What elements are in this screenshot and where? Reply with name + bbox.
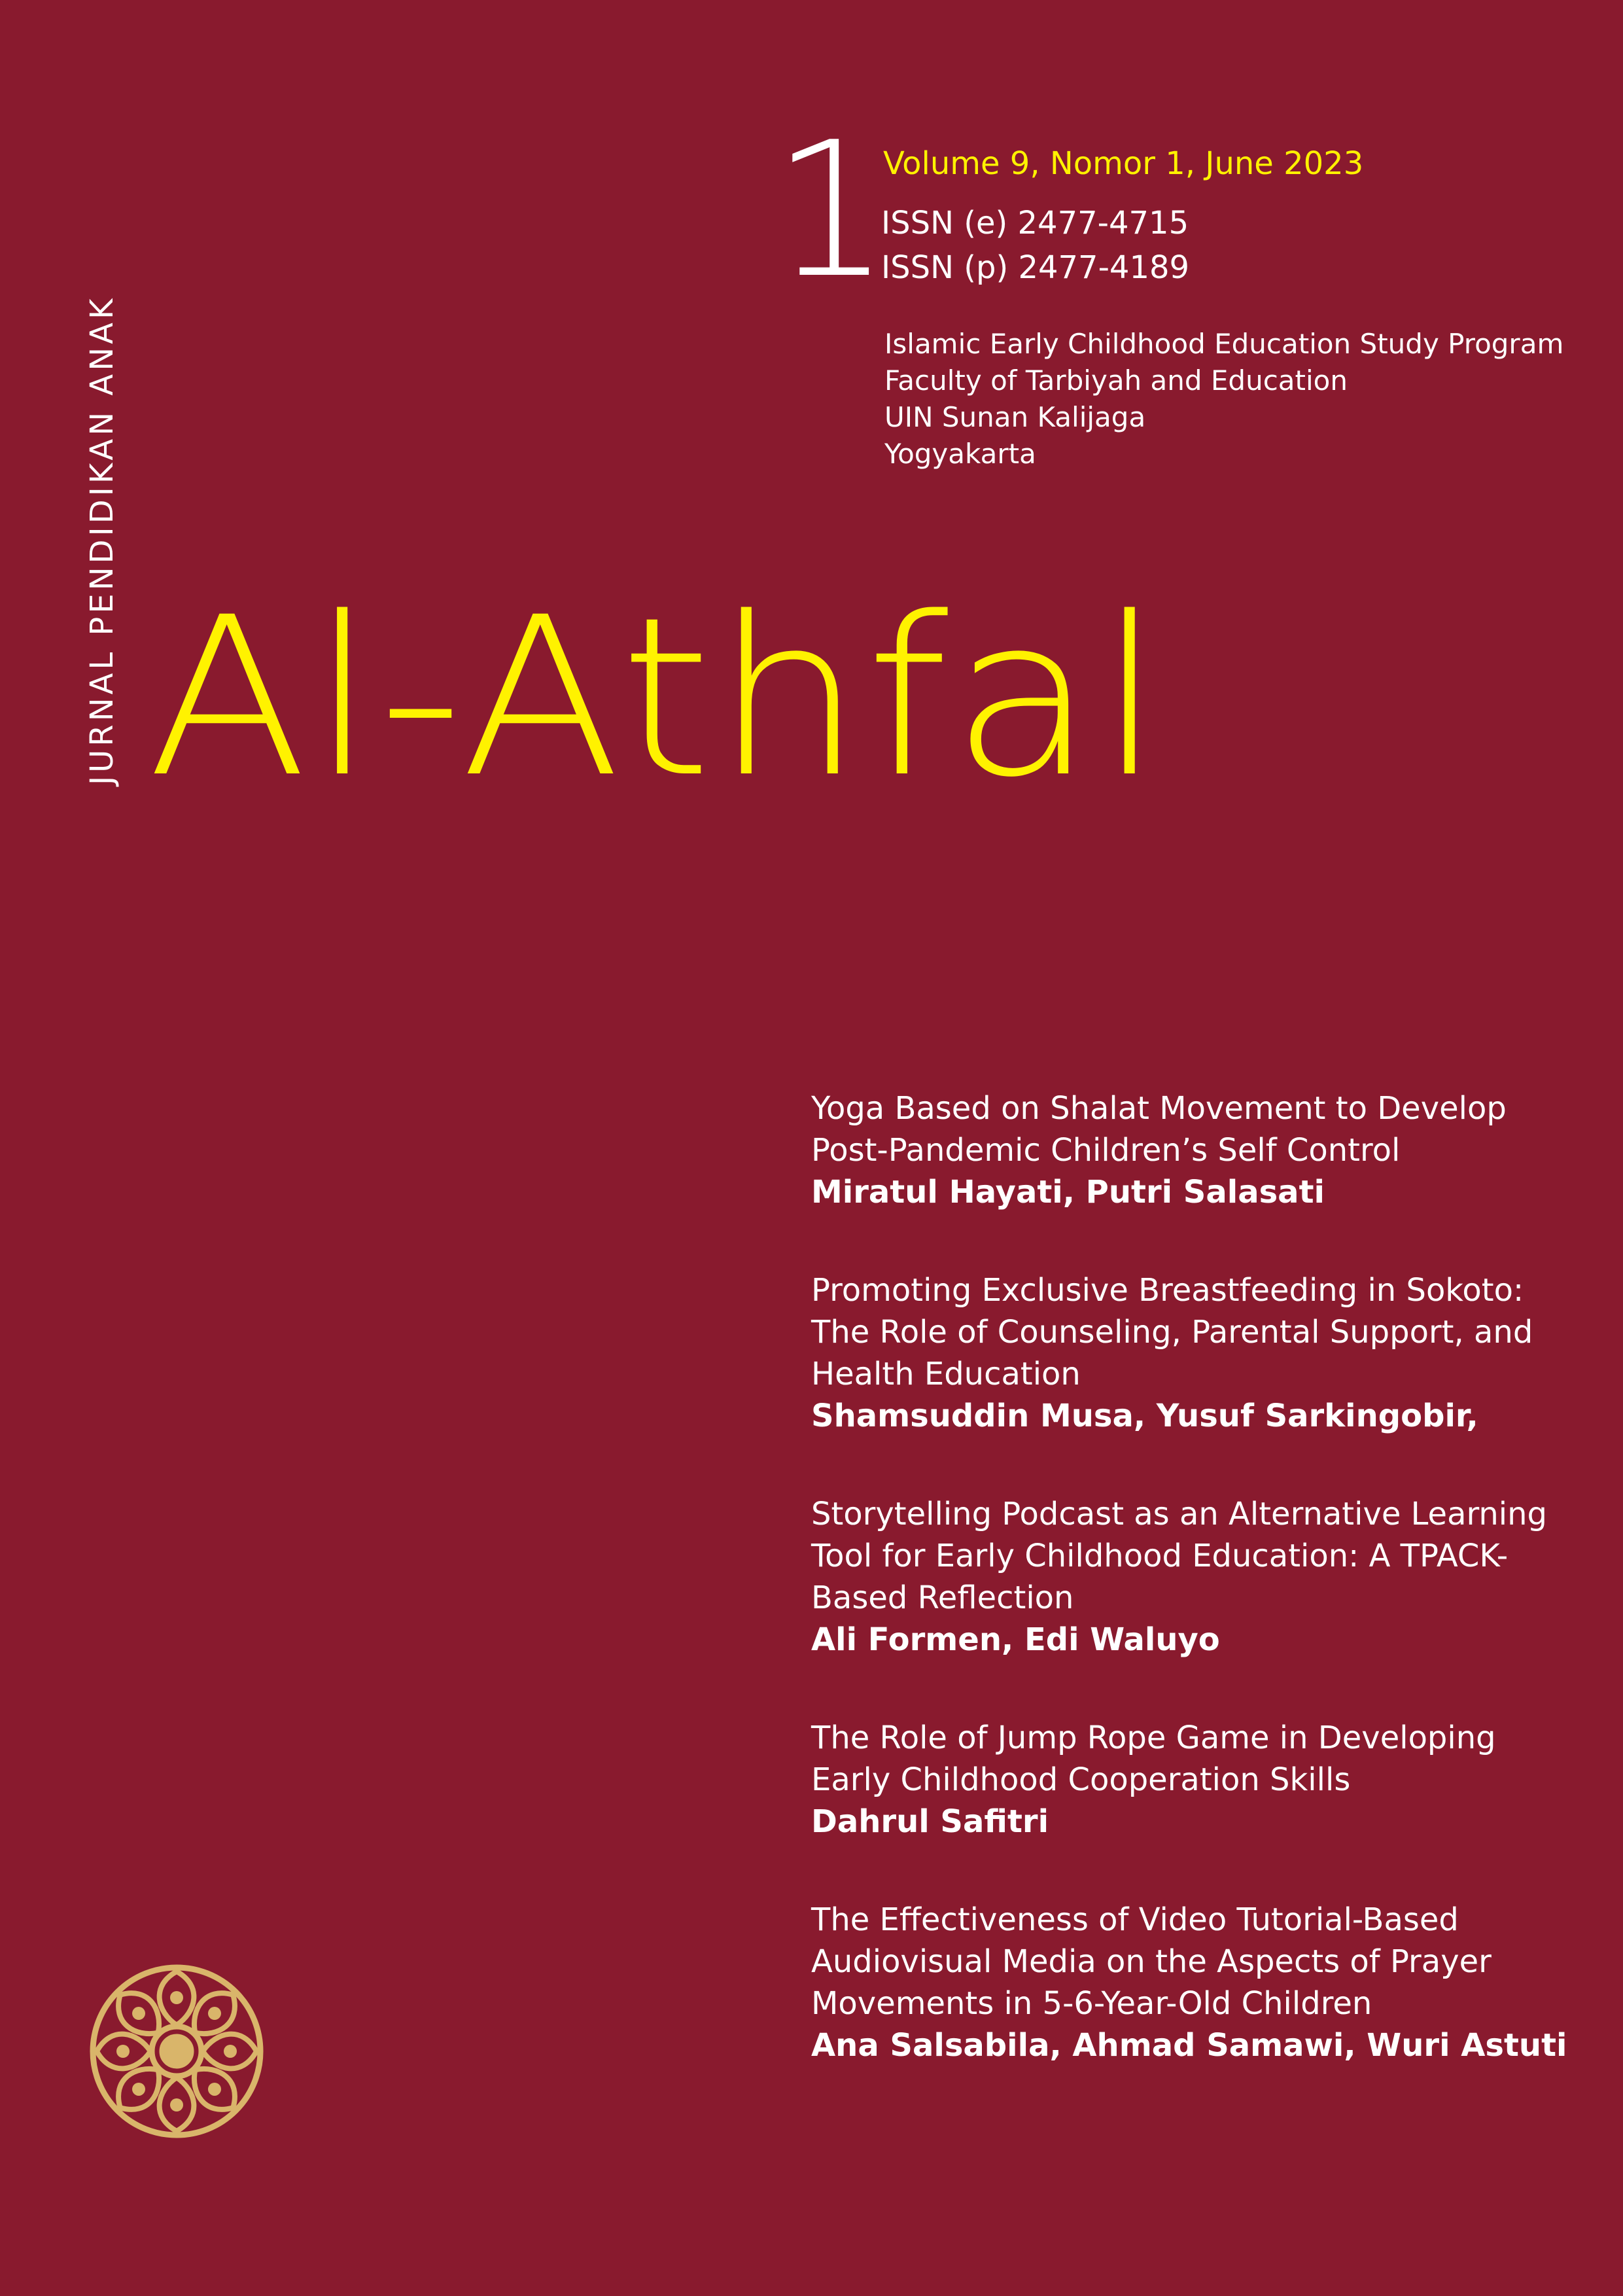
article-title-line: Yoga Based on Shalat Movement to Develop — [811, 1090, 1507, 1127]
article-title-line: Audiovisual Media on the Aspects of Prayer — [811, 1943, 1492, 1980]
issue-number: 1 — [772, 102, 891, 319]
article-entry — [811, 1493, 1596, 1661]
affiliation-line: Yogyakarta — [884, 438, 1036, 470]
series-title-vertical: JURNAL PENDIDIKAN ANAK — [84, 295, 120, 785]
article-title-line: Storytelling Podcast as an Alternative Learning — [811, 1496, 1548, 1532]
article-title-line: The Role of Counseling, Parental Support, and — [811, 1314, 1533, 1351]
article-title-line: Tool for Early Childhood Education: A TPACK- — [811, 1538, 1509, 1574]
article-title — [811, 1717, 1596, 1801]
article-title-line: The Effectiveness of Video Tutorial-Based — [811, 1901, 1459, 1938]
volume-line: Volume 9, Nomor 1, June 2023 — [883, 145, 1364, 182]
article-entry — [811, 1717, 1596, 1843]
table-of-contents — [811, 1087, 1596, 2123]
article-title-line: Post-Pandemic Children’s Self Control — [811, 1132, 1401, 1169]
article-authors: Shamsuddin Musa, Yusuf Sarkingobir, — [811, 1398, 1478, 1434]
article-entry — [811, 1087, 1596, 1213]
article-title — [811, 1269, 1596, 1395]
article-authors: Ana Salsabila, Ahmad Samawi, Wuri Astuti — [811, 2027, 1567, 2064]
affiliation-line: UIN Sunan Kalijaga — [884, 401, 1146, 433]
article-title-line: The Role of Jump Rope Game in Developing — [811, 1720, 1496, 1756]
issn-print: ISSN (p) 2477-4189 — [881, 249, 1190, 286]
affiliation-line: Faculty of Tarbiyah and Education — [884, 364, 1348, 397]
affiliation-line: Islamic Early Childhood Education Study Program — [884, 328, 1564, 360]
article-title-line: Movements in 5-6-Year-Old Children — [811, 1985, 1372, 2022]
affiliation-block — [884, 326, 1563, 472]
article-title — [811, 1899, 1596, 2024]
article-title-line: Based Reflection — [811, 1580, 1074, 1616]
issn-electronic: ISSN (e) 2477-4715 — [881, 205, 1189, 241]
article-authors: Ali Formen, Edi Waluyo — [811, 1621, 1220, 1658]
article-title-line: Early Childhood Cooperation Skills — [811, 1761, 1351, 1798]
article-title — [811, 1493, 1596, 1619]
journal-masthead: Al-Athfal — [147, 571, 1166, 826]
article-authors: Dahrul Safitri — [811, 1803, 1049, 1840]
article-authors: Miratul Hayati, Putri Salasati — [811, 1174, 1325, 1210]
article-title — [811, 1087, 1596, 1171]
article-title-line: Health Education — [811, 1356, 1081, 1392]
article-entry — [811, 1269, 1596, 1437]
ornament-icon — [85, 1960, 268, 2143]
article-title-line: Promoting Exclusive Breastfeeding in Sokoto: — [811, 1272, 1524, 1309]
article-entry — [811, 1899, 1596, 2066]
